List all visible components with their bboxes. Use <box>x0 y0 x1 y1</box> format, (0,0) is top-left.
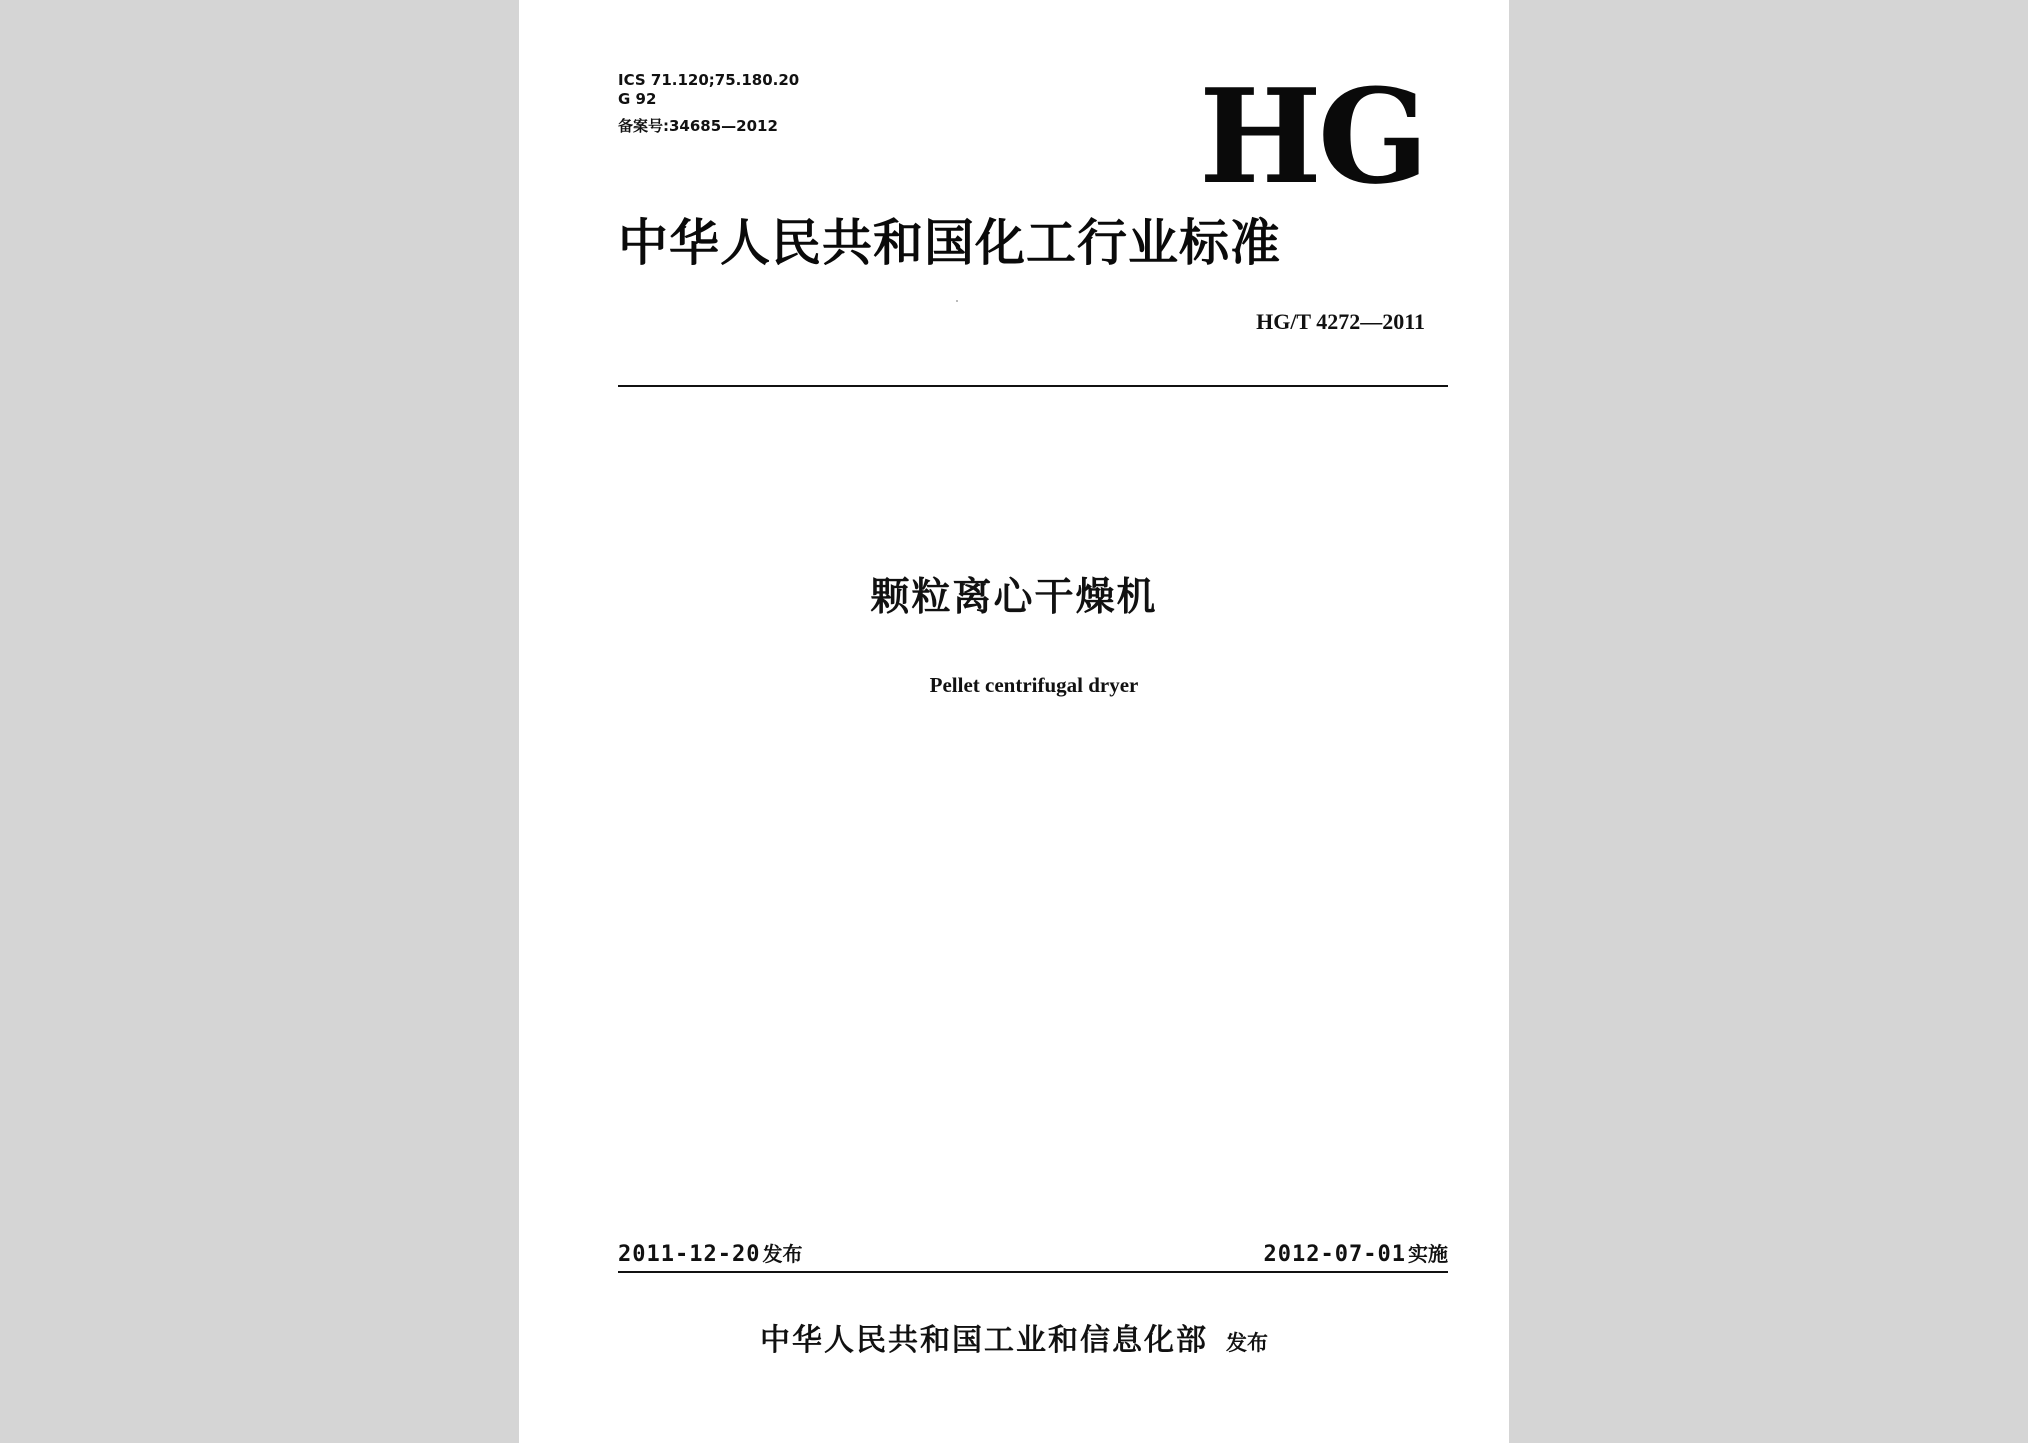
ccs-code: G 92 <box>618 90 657 108</box>
document-title-cn: 颗粒离心干燥机 <box>870 575 1158 620</box>
issue-label: 发布 <box>762 1242 803 1266</box>
issue-date-line <box>618 1240 802 1269</box>
effective-label: 实施 <box>1408 1242 1448 1266</box>
hg-logo: HG <box>1199 60 1425 213</box>
issue-date: 2011-12-20 <box>618 1242 761 1267</box>
scan-speck <box>956 300 958 302</box>
publisher-line <box>519 1322 1509 1362</box>
ics-code: ICS 71.120;75.180.20 <box>618 71 800 89</box>
standard-title: 中华人民共和国化工行业标准 <box>618 214 1281 272</box>
publisher-name: 中华人民共和国工业和信息化部 <box>760 1323 1208 1358</box>
document-title-en: Pellet centrifugal dryer <box>929 673 1139 697</box>
footer-divider <box>618 1271 1448 1273</box>
effective-date-line <box>1264 1240 1448 1269</box>
publisher-label: 发布 <box>1226 1331 1268 1355</box>
record-number: 备案号:34685—2012 <box>618 117 778 135</box>
standard-number: HG/T 4272—2011 <box>1256 309 1425 334</box>
document-page <box>519 0 1509 1443</box>
header-divider <box>618 385 1448 387</box>
effective-date: 2012-07-01 <box>1263 1242 1406 1267</box>
